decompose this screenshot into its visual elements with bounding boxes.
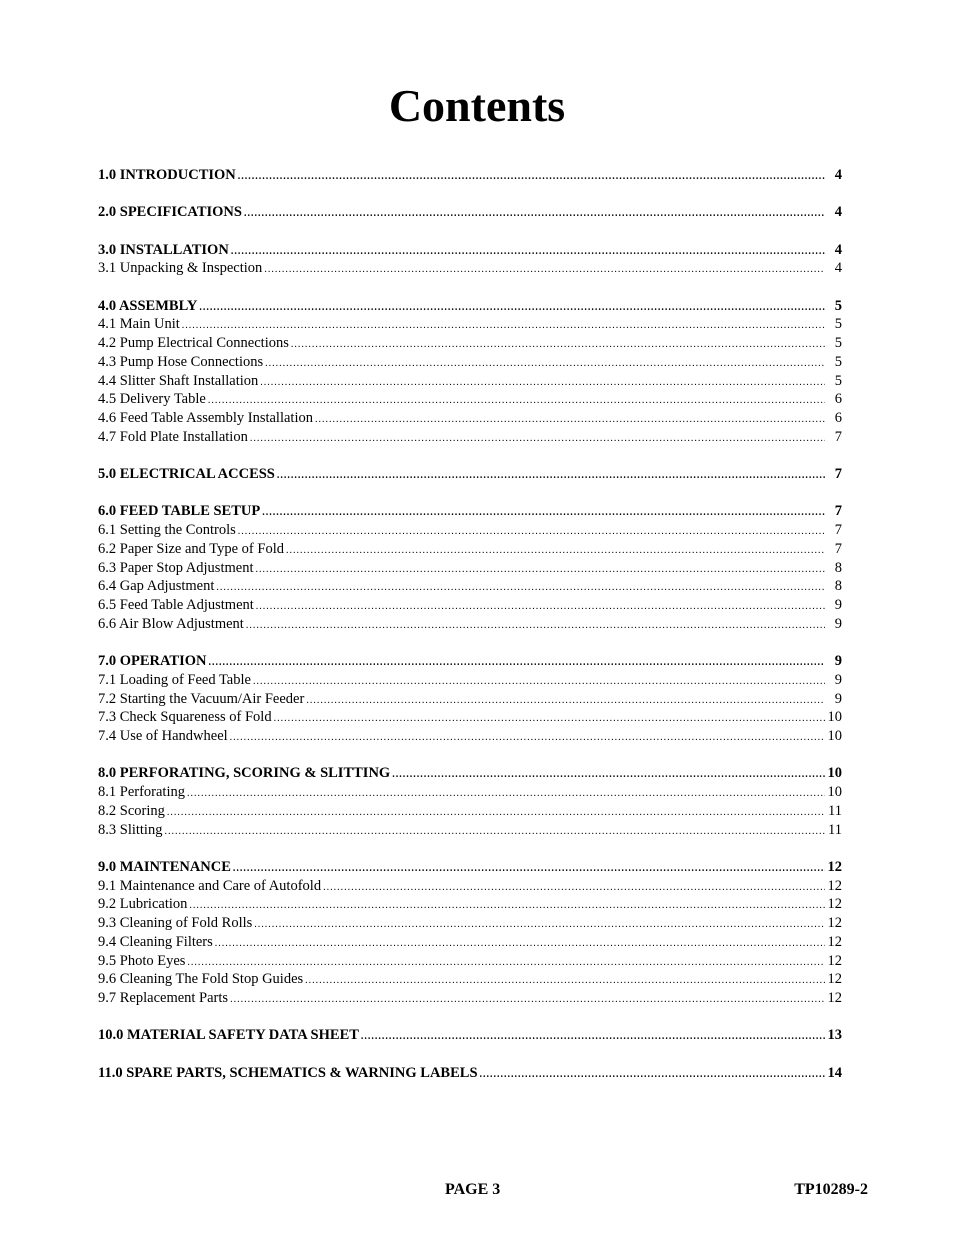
toc-subsection-entry[interactable] [98,559,842,578]
toc-entry-label: 6.5 Feed Table Adjustment [98,597,254,613]
toc-section [98,1026,842,1045]
footer-page-number: PAGE 3 [445,1181,501,1198]
dot-leader [216,579,825,598]
dot-leader [361,1028,825,1047]
toc-entry-page: 12 [827,915,842,931]
toc-entry-label: 6.6 Air Blow Adjustment [98,615,244,632]
page-title: Contents [388,80,566,131]
dot-leader [254,916,824,935]
dot-leader [246,617,825,636]
toc-entry-label: 11.0 SPARE PARTS, SCHEMATICS & WARNING LABELS [98,1064,478,1081]
toc-entry-page: 9 [834,690,842,707]
dot-leader [277,467,825,486]
toc-entry-label: 2.0 SPECIFICATIONS [98,204,242,221]
toc-section [98,502,842,633]
dot-leader [256,598,825,617]
toc-entry-page: 7 [834,428,842,445]
dot-leader [291,336,825,355]
toc-entry-label: 7.0 OPERATION [98,653,207,669]
toc-subsection-entry[interactable] [98,708,842,727]
toc-entry-page: 7 [834,522,842,538]
toc-entry-label: 9.4 Cleaning Filters [98,933,213,950]
toc-entry-label: 6.2 Paper Size and Type of Fold [98,540,284,557]
toc-entry-label: 7.1 Loading of Feed Table [98,671,251,688]
toc-section [98,203,842,222]
dot-leader [215,935,825,954]
dot-leader [199,299,825,318]
toc-entry-page: 12 [827,858,842,875]
dot-leader [167,804,825,823]
dot-leader [255,561,825,580]
toc-subsection-entry[interactable] [98,783,842,802]
toc-section [98,652,842,746]
toc-subsection-entry[interactable] [98,372,842,391]
toc-entry-page: 4 [834,167,842,183]
toc-section-heading[interactable] [98,166,842,185]
toc-entry-page: 5 [834,372,842,389]
toc-section [98,858,842,1008]
toc-entry-page: 12 [827,990,842,1006]
toc-subsection-entry[interactable] [98,914,842,933]
toc-subsection-entry[interactable] [98,970,842,989]
dot-leader [233,860,825,879]
toc-subsection-entry[interactable] [98,989,842,1008]
toc-entry-label: 4.0 ASSEMBLY [98,297,198,314]
toc-entry-page: 7 [834,540,842,557]
dot-leader [315,411,825,430]
toc-section-heading[interactable] [98,1064,842,1083]
toc-entry-page: 10 [827,728,842,744]
toc-entry-page: 10 [827,765,842,782]
dot-leader [264,261,825,280]
toc-entry-label: 3.0 INSTALLATION [98,241,229,258]
toc-subsection-entry[interactable] [98,390,842,409]
dot-leader [209,654,826,673]
toc-entry-page: 6 [834,391,842,408]
dot-leader [253,673,825,692]
toc-subsection-entry[interactable] [98,353,842,372]
dot-leader [238,523,825,542]
toc-entry-page: 10 [827,784,842,800]
toc-entry-label: 9.1 Maintenance and Care of Autofold [98,877,322,894]
toc-entry-label: 7.2 Starting the Vacuum/Air Feeder [98,690,305,707]
toc-entry-page: 12 [827,933,842,950]
dot-leader [392,766,824,785]
dot-leader [250,430,825,449]
dot-leader [260,374,825,393]
toc-entry-page: 14 [827,1064,842,1081]
toc-entry-page: 5 [834,316,842,333]
toc-entry-page: 5 [834,297,842,314]
toc-subsection-entry[interactable] [98,821,842,840]
dot-leader [274,710,825,729]
toc-subsection-entry[interactable] [98,259,842,278]
toc-section [98,166,842,185]
toc-subsection-entry[interactable] [98,690,842,709]
toc-entry-label: 10.0 MATERIAL SAFETY DATA SHEET [98,1027,359,1044]
toc-section [98,764,842,839]
toc-entry-page: 12 [827,896,842,913]
dot-leader [265,355,825,374]
toc-section-heading[interactable] [98,502,842,521]
toc-subsection-entry[interactable] [98,895,842,914]
toc-entry-label: 6.4 Gap Adjustment [98,578,215,595]
toc-entry-page: 9 [834,615,842,632]
toc-entry-label: 6.1 Setting the Controls [98,522,236,538]
toc-entry-page: 8 [834,559,842,576]
toc-section [98,1064,842,1083]
toc-subsection-entry[interactable] [98,521,842,540]
dot-leader [230,729,825,748]
toc-subsection-entry[interactable] [98,727,842,746]
toc-entry-page: 8 [834,578,842,595]
toc-entry-page: 12 [827,952,842,969]
dot-leader [231,243,825,262]
toc-entry-label: 8.1 Perforating [98,784,185,800]
toc-subsection-entry[interactable] [98,933,842,952]
dot-leader [238,168,825,187]
toc-entry-label: 4.3 Pump Hose Connections [98,353,264,370]
toc-entry-label: 9.3 Cleaning of Fold Rolls [98,915,253,931]
dot-leader [262,504,825,523]
dot-leader [244,205,825,224]
toc-entry-label: 9.0 MAINTENANCE [98,858,231,875]
toc-entry-page: 5 [834,335,842,351]
toc-entry-label: 8.3 Slitting [98,821,163,838]
toc-entry-label: 4.7 Fold Plate Installation [98,428,248,445]
toc-entry-label: 4.2 Pump Electrical Connections [98,335,289,351]
toc-subsection-entry[interactable] [98,877,842,896]
toc-entry-page: 9 [834,597,842,613]
toc-entry-label: 6.0 FEED TABLE SETUP [98,503,261,520]
toc-entry-label: 4.4 Slitter Shaft Installation [98,372,259,389]
toc-subsection-entry[interactable] [98,577,842,596]
toc-entry-label: 9.7 Replacement Parts [98,990,229,1006]
dot-leader [480,1066,825,1085]
toc-entry-label: 9.2 Lubrication [98,896,188,913]
toc-section-heading[interactable] [98,465,842,484]
toc-entry-label: 8.0 PERFORATING, SCORING & SLITTING [98,765,391,782]
toc-entry-label: 9.5 Photo Eyes [98,952,186,969]
dot-leader [286,542,825,561]
toc-section-heading[interactable] [98,652,842,671]
toc-entry-label: 8.2 Scoring [98,802,165,819]
toc-entry-label: 3.1 Unpacking & Inspection [98,260,263,277]
toc-entry-page: 13 [827,1027,842,1044]
toc-section [98,465,842,484]
toc-section-heading[interactable] [98,764,842,783]
toc-section-heading[interactable] [98,1026,842,1045]
toc-entry-page: 4 [834,241,842,258]
toc-entry-label: 6.3 Paper Stop Adjustment [98,559,254,576]
toc-subsection-entry[interactable] [98,615,842,634]
toc-entry-page: 9 [834,653,842,669]
dot-leader [164,823,825,842]
toc-section-heading[interactable] [98,241,842,260]
dot-leader [306,692,825,711]
toc-entry-page: 11 [828,821,842,838]
toc-section-heading[interactable] [98,297,842,316]
toc-entry-label: 9.6 Cleaning The Fold Stop Guides [98,971,304,988]
toc-entry-page: 4 [834,260,842,277]
toc-entry-page: 5 [834,353,842,370]
toc-entry-label: 4.1 Main Unit [98,316,180,333]
toc-entry-page: 11 [828,802,842,819]
dot-leader [230,991,824,1010]
toc-subsection-entry[interactable] [98,334,842,353]
toc-entry-page: 10 [827,709,842,726]
toc-subsection-entry[interactable] [98,596,842,615]
toc-section [98,241,842,279]
toc-subsection-entry[interactable] [98,428,842,447]
toc-subsection-entry[interactable] [98,952,842,971]
toc-entry-page: 12 [827,877,842,894]
toc-subsection-entry[interactable] [98,671,842,690]
toc-subsection-entry[interactable] [98,540,842,559]
toc-subsection-entry[interactable] [98,409,842,428]
toc-entry-page: 4 [834,204,842,221]
toc-entry-label: 7.3 Check Squareness of Fold [98,709,272,726]
footer-document-number: TP10289-2 [794,1181,868,1198]
dot-leader [187,785,825,804]
toc-entry-page: 7 [834,466,842,482]
toc-entry-page: 6 [834,410,842,426]
toc-entry-label: 1.0 INTRODUCTION [98,167,236,183]
toc-section [98,297,842,447]
toc-entry-page: 9 [834,671,842,688]
toc-section-heading[interactable] [98,858,842,877]
toc-entry-label: 4.6 Feed Table Assembly Installation [98,410,313,426]
toc-section-heading[interactable] [98,203,842,222]
dot-leader [305,972,824,991]
dot-leader [189,897,824,916]
dot-leader [323,879,824,898]
table-of-contents [98,166,842,1101]
toc-entry-label: 5.0 ELECTRICAL ACCESS [98,466,275,482]
toc-entry-label: 4.5 Delivery Table [98,391,206,408]
toc-subsection-entry[interactable] [98,802,842,821]
toc-entry-label: 7.4 Use of Handwheel [98,728,228,744]
toc-entry-page: 7 [834,503,842,520]
toc-entry-page: 12 [827,971,842,988]
toc-subsection-entry[interactable] [98,315,842,334]
